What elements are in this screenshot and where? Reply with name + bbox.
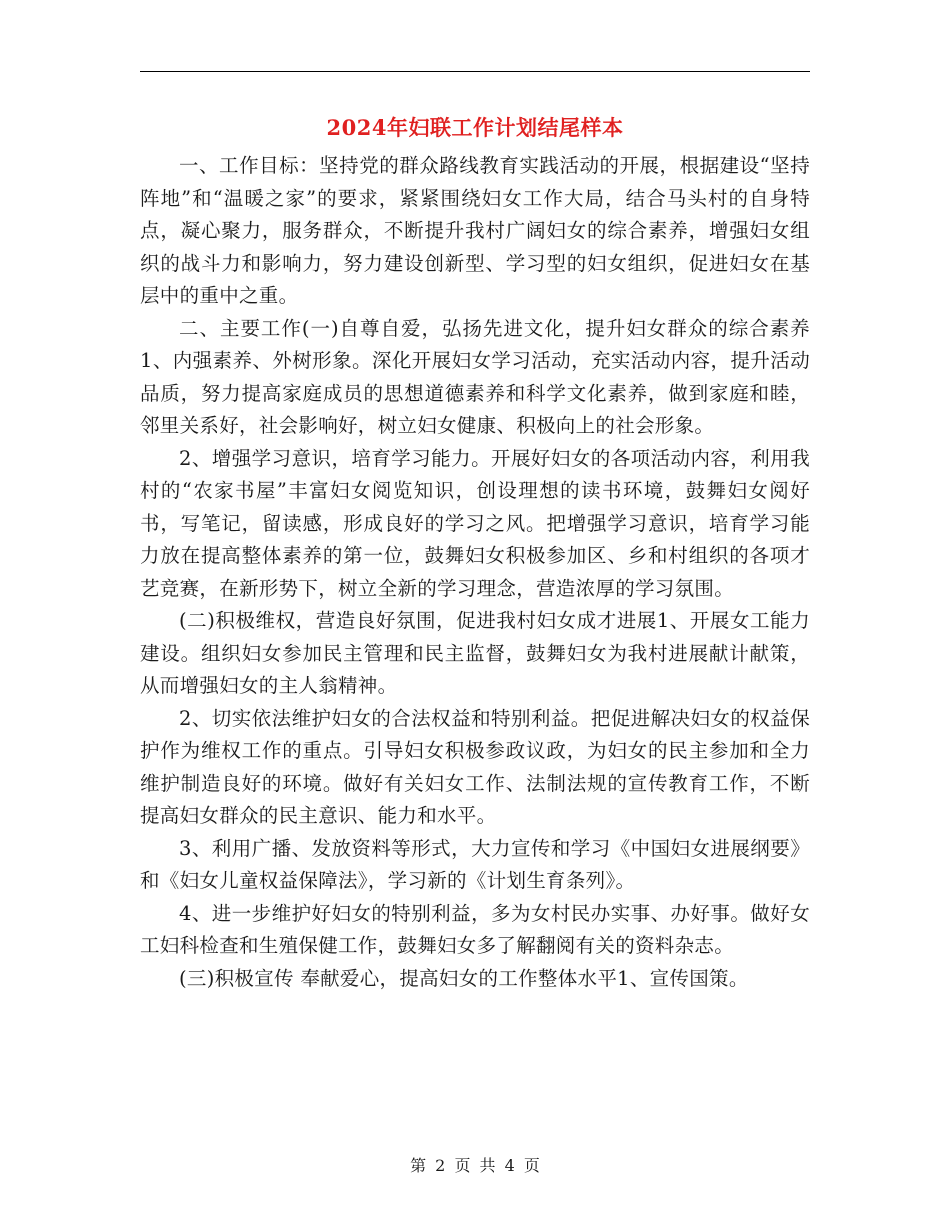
document-title: 2024年妇联工作计划结尾样本: [326, 115, 624, 140]
paragraph-work-goals: 一、工作目标：坚持党的群众路线教育实践活动的开展，根据建设“坚持阵地”和“温暖之家”的要求，紧紧围绕妇女工作大局，结合马头村的自身特点，凝心聚力，服务群众，不断提升我村广阔妇女的综合素养，增强妇女组织的战斗力和影响力，努力建设创新型、学习型的妇女组织，促进妇女在基层中的重中之重。: [140, 154, 810, 307]
paragraph-legal-rights: 2、切实依法维护妇女的合法权益和特别利益。把促进解决妇女的权益保护作为维权工作的重点。引导妇女积极参政议政，为妇女的民主参加和全力维护制造良好的环境。做好有关妇女工作、法制法规的宣传教育工作，不断提高妇女群众的民主意识、能力和水平。: [140, 706, 810, 827]
document-body: [140, 150, 810, 995]
paragraph-rights: (二)积极维权，营造良好氛围，促进我村妇女成才进展1、开展女工能力建设。组织妇女参加民主管理和民主监督，鼓舞妇女为我村进展献计献策，从而增强妇女的主人翁精神。: [140, 609, 810, 697]
header-rule: [140, 71, 810, 72]
paragraph-special-interests: 4、进一步维护好妇女的特别利益，多为女村民办实事、办好事。做好女工妇科检查和生殖保健工作，鼓舞妇女多了解翻阅有关的资料杂志。: [140, 901, 810, 957]
paragraph-publicity: 3、利用广播、发放资料等形式，大力宣传和学习《中国妇女进展纲要》和《妇女儿童权益保障法》，学习新的《计划生育条列》。: [140, 836, 810, 892]
paragraph-promotion: (三)积极宣传 奉献爱心，提高妇女的工作整体水平1、宣传国策。: [179, 966, 749, 990]
paragraph-main-work: 二、主要工作(一)自尊自爱，弘扬先进文化，提升妇女群众的综合素养1、内强素养、外树形象。深化开展妇女学习活动，充实活动内容，提升活动品质，努力提高家庭成员的思想道德素养和科学文化素养，做到家庭和睦，邻里关系好，社会影响好，树立妇女健康、积极向上的社会形象。: [140, 316, 810, 437]
paragraph-learning: 2、增强学习意识，培育学习能力。开展好妇女的各项活动内容，利用我村的“农家书屋”丰富妇女阅览知识，创设理想的读书环境，鼓舞妇女阅好书，写笔记，留读感，形成良好的学习之风。把增强学习意识，培育学习能力放在提高整体素养的第一位，鼓舞妇女积极参加区、乡和村组织的各项才艺竞赛，在新形势下，树立全新的学习理念，营造浓厚的学习氛围。: [140, 446, 810, 600]
page-number: 第 2 页 共 4 页: [410, 1156, 540, 1175]
